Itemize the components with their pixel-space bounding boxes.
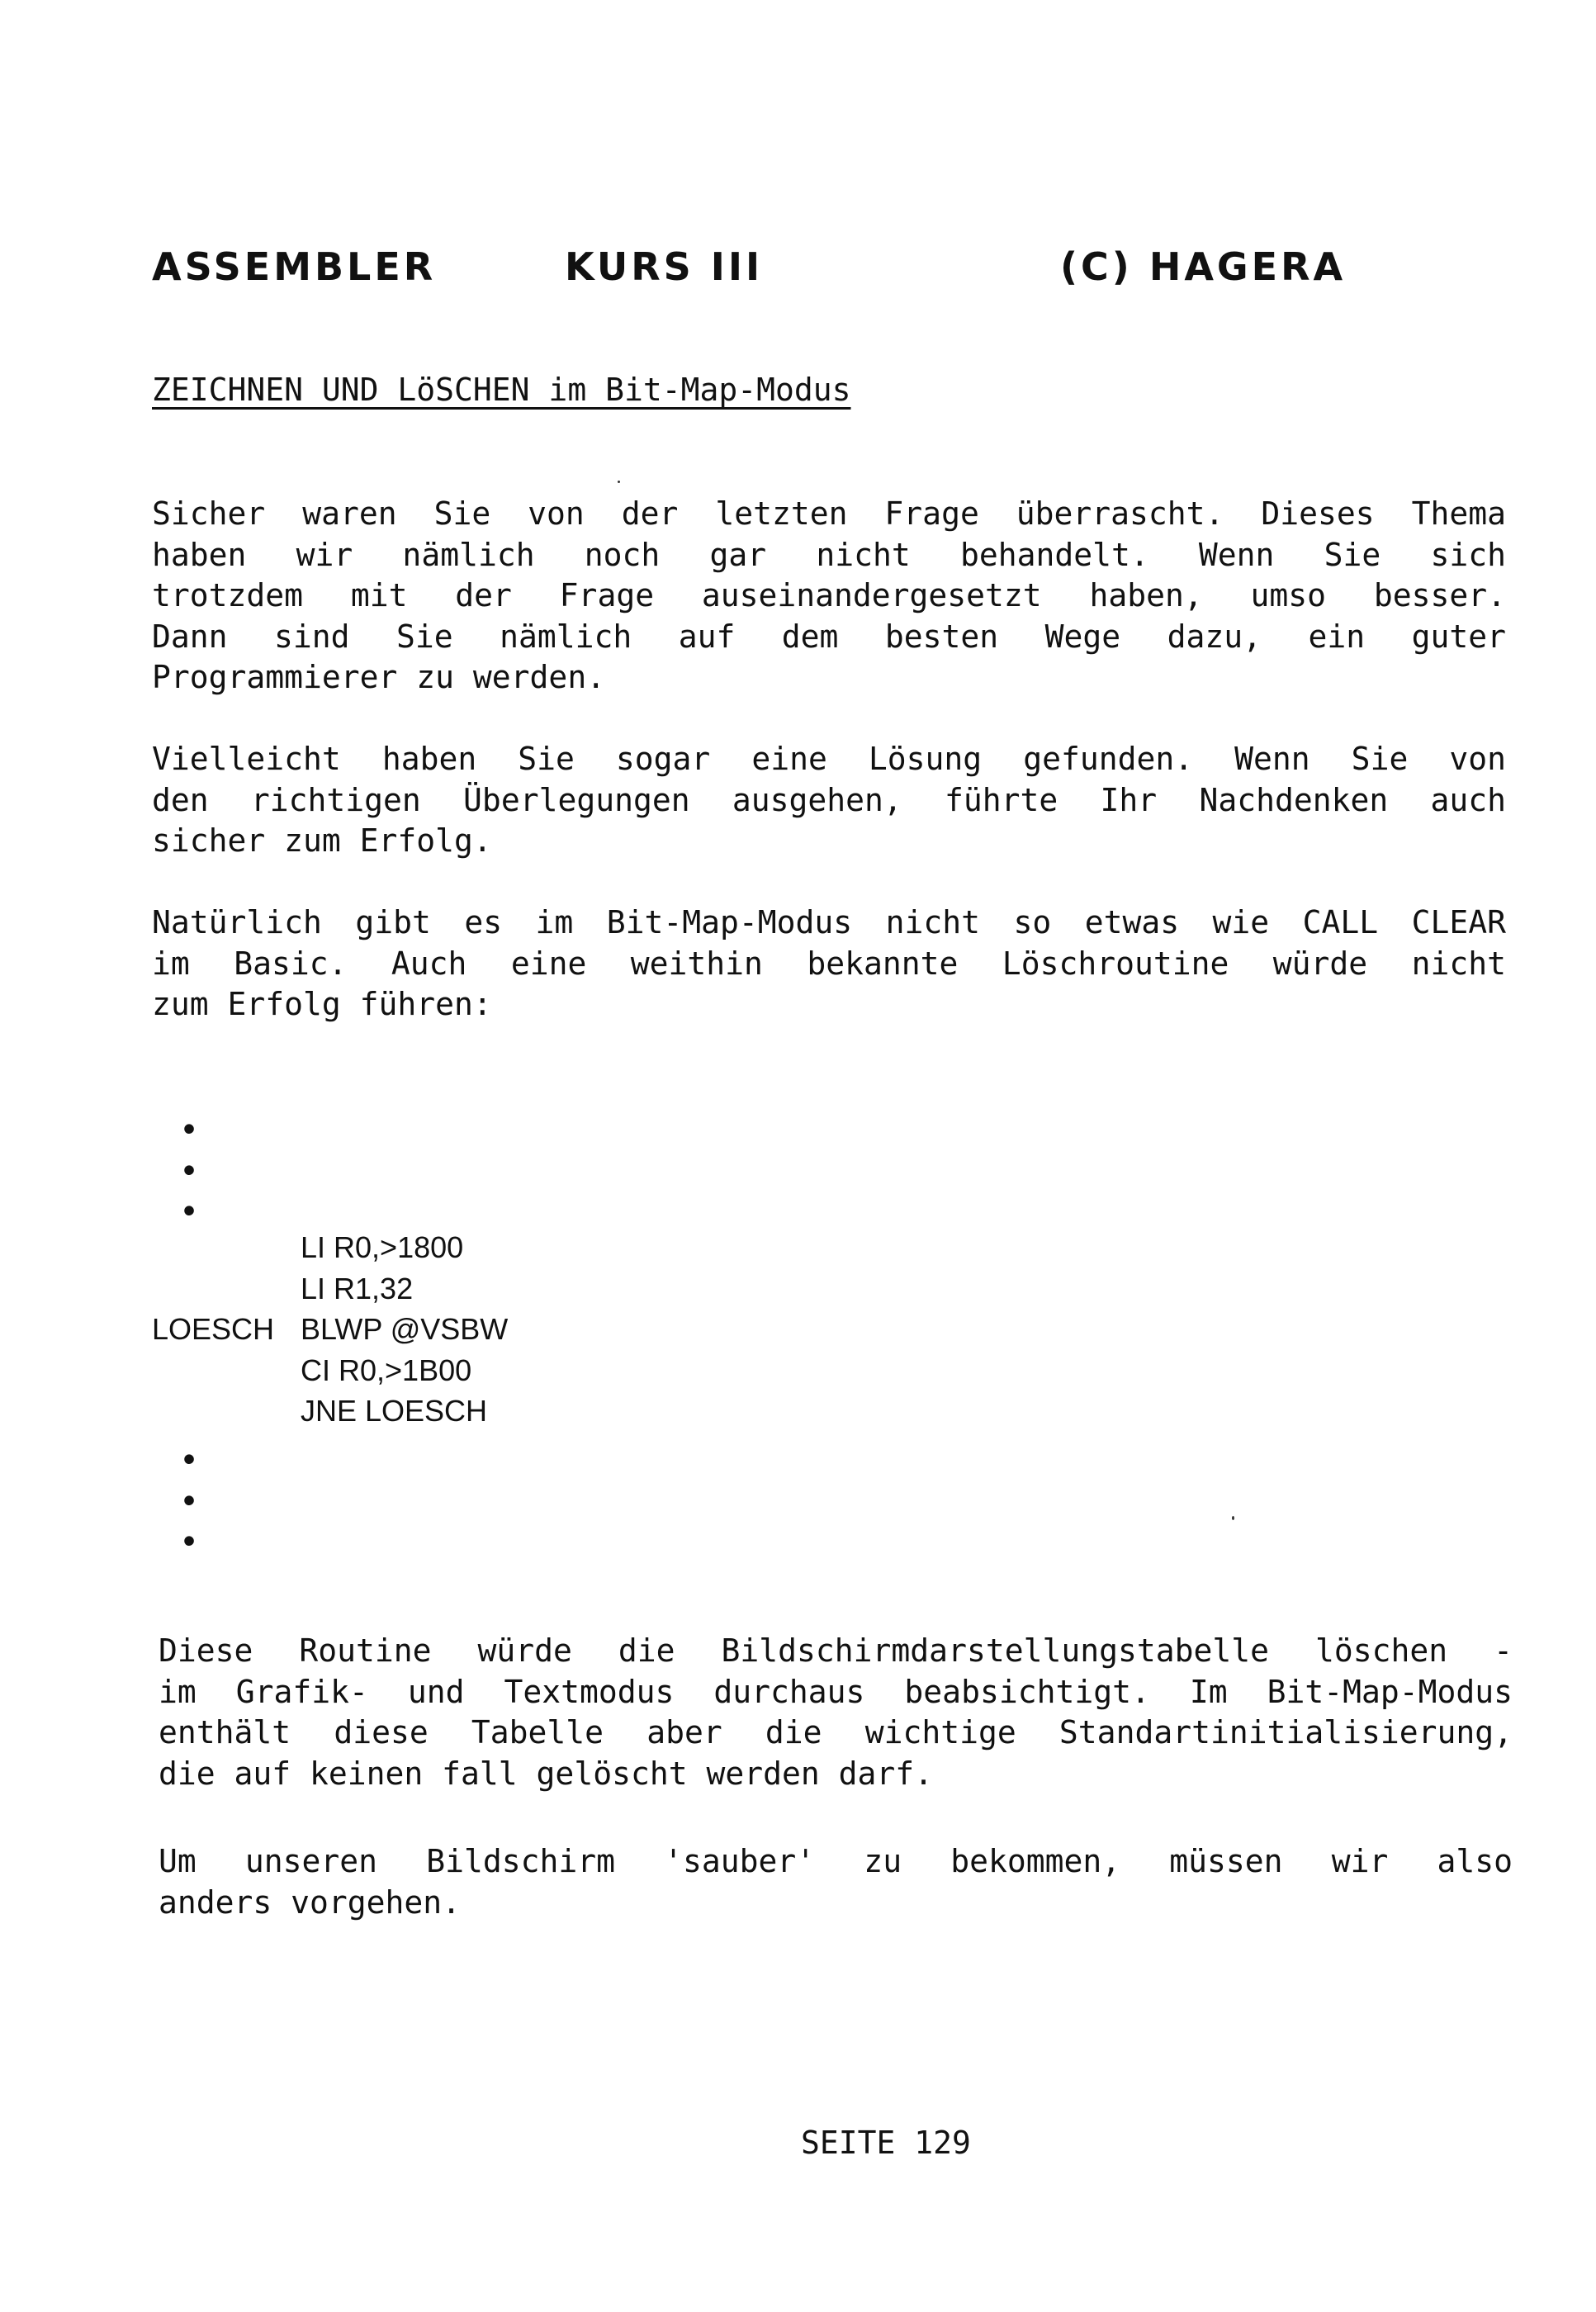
page-number: SEITE 129 bbox=[801, 2125, 971, 2161]
paragraph-intro bbox=[152, 494, 1506, 699]
code-instruction: LI R1,32 bbox=[301, 1271, 414, 1305]
header-course: KURS III bbox=[565, 244, 764, 289]
text-line: haben wir nämlich noch gar nicht behandelt. Wenn Sie sich bbox=[152, 536, 1506, 573]
paragraph-call-clear bbox=[152, 903, 1506, 1026]
text-line: Dann sind Sie nämlich auf dem besten Wege dazu, ein guter bbox=[152, 618, 1506, 655]
text-line: Diese Routine würde die Bildschirmdarstellungstabelle löschen - bbox=[159, 1632, 1513, 1669]
ellipsis-dot: • bbox=[179, 1111, 200, 1149]
paragraph-routine bbox=[159, 1631, 1513, 1794]
text-line: sicher zum Erfolg. bbox=[152, 822, 492, 859]
header-copyright: (C) HAGERA bbox=[1060, 244, 1347, 289]
scan-speck bbox=[618, 481, 620, 483]
paragraph-solution bbox=[152, 739, 1506, 862]
code-instruction: BLWP @VSBW bbox=[301, 1312, 509, 1346]
text-line: den richtigen Überlegungen ausgehen, führte Ihr Nachdenken auch bbox=[152, 781, 1506, 818]
text-line: Sicher waren Sie von der letzten Frage überrascht. Dieses Thema bbox=[152, 495, 1506, 532]
paragraph-conclusion bbox=[159, 1841, 1513, 1923]
ellipsis-dot: • bbox=[179, 1523, 200, 1561]
code-instruction: JNE LOESCH bbox=[301, 1394, 488, 1428]
ellipsis-dot: • bbox=[179, 1152, 200, 1191]
text-line: Vielleicht haben Sie sogar eine Lösung gefunden. Wenn Sie von bbox=[152, 741, 1506, 777]
ellipsis-dot: • bbox=[179, 1442, 200, 1480]
code-line bbox=[152, 1391, 508, 1432]
ellipsis-dot: • bbox=[179, 1193, 200, 1231]
code-line bbox=[152, 1309, 508, 1350]
section-heading: ZEICHNEN UND LöSCHEN im Bit-Map-Modus bbox=[152, 372, 851, 408]
scan-speck bbox=[1232, 1516, 1234, 1520]
code-label: LOESCH bbox=[152, 1312, 275, 1346]
code-instruction: CI R0,>1B00 bbox=[301, 1353, 472, 1387]
ellipsis-dots-bottom bbox=[179, 1441, 199, 1564]
text-line: die auf keinen fall gelöscht werden darf. bbox=[159, 1755, 933, 1792]
code-line bbox=[152, 1268, 508, 1310]
text-line: Programmierer zu werden. bbox=[152, 659, 606, 695]
ellipsis-dots-top bbox=[179, 1111, 199, 1234]
text-line: trotzdem mit der Frage auseinandergesetzt haben, umso besser. bbox=[152, 577, 1506, 614]
text-line: anders vorgehen. bbox=[159, 1883, 462, 1921]
page-header bbox=[152, 244, 1440, 294]
code-line bbox=[152, 1227, 508, 1268]
code-listing bbox=[152, 1227, 508, 1432]
text-line: im Basic. Auch eine weithin bekannte Löschroutine würde nicht bbox=[152, 945, 1506, 982]
text-line: zum Erfolg führen: bbox=[152, 986, 492, 1022]
text-line: Um unseren Bildschirm 'sauber' zu bekommen, müssen wir also bbox=[159, 1843, 1513, 1879]
header-title: ASSEMBLER bbox=[152, 244, 437, 289]
code-line bbox=[152, 1350, 508, 1391]
text-line: Natürlich gibt es im Bit-Map-Modus nicht so etwas wie CALL CLEAR bbox=[152, 904, 1506, 940]
ellipsis-dot: • bbox=[179, 1482, 200, 1521]
text-line: im Grafik- und Textmodus durchaus beabsichtigt. Im Bit-Map-Modus bbox=[159, 1673, 1513, 1710]
text-line: enthält diese Tabelle aber die wichtige Standartinitialisierung, bbox=[159, 1714, 1513, 1751]
code-instruction: LI R0,>1800 bbox=[301, 1230, 464, 1264]
